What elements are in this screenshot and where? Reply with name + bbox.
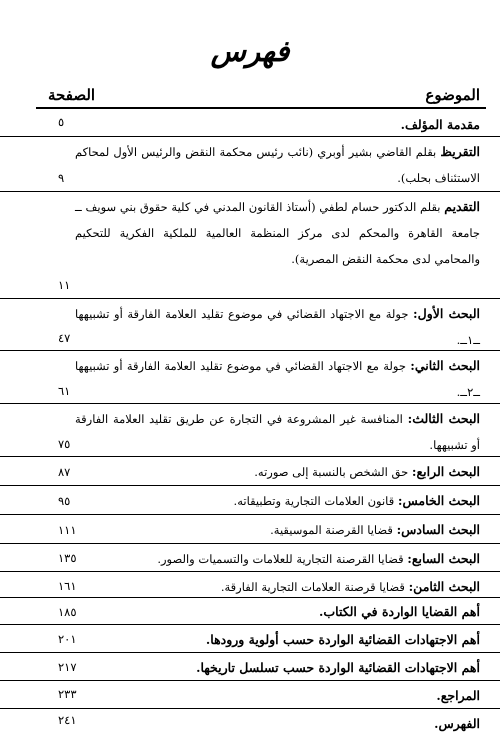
toc-entry bbox=[0, 351, 500, 404]
entry-heading: البحث الرابع: bbox=[411, 464, 480, 479]
entry-page-number: ١١ bbox=[58, 278, 71, 292]
entry-heading: أهم الاجتهادات القضائية الواردة حسب أولوية ورودها. bbox=[205, 632, 480, 647]
toc-entry bbox=[0, 515, 500, 544]
toc-entry bbox=[0, 404, 500, 457]
entry-page-number: ١٨٥ bbox=[58, 605, 77, 619]
entry-heading: مقدمة المؤلف. bbox=[400, 117, 480, 132]
entry-page-number: ٢٠١ bbox=[58, 632, 77, 646]
entry-text: قضايا القرصنة الموسيقية. bbox=[270, 523, 397, 537]
entry-page-number: ١١١ bbox=[58, 523, 77, 537]
toc-entry bbox=[0, 572, 500, 598]
entry-page-number: ٢٤١ bbox=[58, 713, 77, 727]
entry-page-number: ٤٧ bbox=[58, 331, 71, 345]
entry-heading: البحث السادس: bbox=[396, 522, 480, 537]
entry-text: حق الشخص بالنسبة إلى صورته. bbox=[254, 465, 412, 479]
entry-text: قضايا قرصنة العلامات التجارية الفارقة. bbox=[220, 580, 409, 594]
toc-entry bbox=[0, 625, 500, 653]
entry-text: بقلم الدكتور حسام لطفي (أستاذ القانون المدني في كلية حقوق بني سويف ــ جامعة القاهرة والمحكم لدى مركز المنظمة العالمية للملكية الفكرية للتحكيم والمحامي لدى محكمة النقض المصرية). bbox=[75, 200, 480, 266]
column-header-page: الصفحة bbox=[48, 86, 96, 104]
entry-heading: الفهرس. bbox=[434, 716, 480, 731]
toc-entry bbox=[0, 598, 500, 625]
entry-page-number: ١٣٥ bbox=[58, 551, 77, 565]
toc-entry bbox=[0, 112, 500, 137]
toc-entry bbox=[0, 457, 500, 486]
entry-heading: البحث الثالث: bbox=[407, 411, 480, 426]
entry-page-number: ٧٥ bbox=[58, 437, 71, 451]
column-header-topic: الموضوع bbox=[425, 86, 480, 104]
entry-heading: البحث السابع: bbox=[407, 551, 480, 566]
entry-page-number: ٩٥ bbox=[58, 494, 71, 508]
toc-entry bbox=[0, 137, 500, 192]
toc-entry bbox=[0, 681, 500, 709]
entry-page-number: ٢٣٣ bbox=[58, 687, 77, 701]
entry-heading: البحث الثامن: bbox=[408, 579, 480, 594]
toc-entry bbox=[0, 653, 500, 681]
entry-text: جولة مع الاجتهاد القضائي في موضوع تقليد العلامة الفارقة أو تشبيهها ــ٢ــ. bbox=[75, 359, 480, 399]
entry-heading: التقريظ bbox=[440, 144, 480, 159]
entry-heading: أهم الاجتهادات القضائية الواردة حسب تسلسل تاريخها. bbox=[196, 660, 480, 675]
page-title: فهرس bbox=[210, 34, 290, 68]
entry-text: قضايا القرصنة التجارية للعلامات والتسميات والصور. bbox=[157, 552, 408, 566]
entry-page-number: ٨٧ bbox=[58, 465, 71, 479]
toc-entry bbox=[0, 486, 500, 515]
entry-page-number: ٩ bbox=[58, 171, 65, 185]
entry-page-number: ٥ bbox=[58, 115, 65, 129]
entry-heading: المراجع. bbox=[436, 688, 480, 703]
entry-text: المنافسة غير المشروعة في التجارة عن طريق تقليد العلامة الفارقة أو تشبيهها. bbox=[75, 412, 480, 452]
toc-entry bbox=[0, 709, 500, 733]
header-rule bbox=[36, 107, 486, 109]
entry-heading: أهم القضايا الواردة في الكتاب. bbox=[319, 604, 480, 619]
toc-list bbox=[0, 112, 500, 733]
entry-heading: البحث الخامس: bbox=[397, 493, 480, 508]
entry-text: جولة مع الاجتهاد القضائي في موضوع تقليد العلامة الفارقة أو تشبيهها ــ١ــ. bbox=[75, 307, 480, 347]
entry-page-number: ٢١٧ bbox=[58, 660, 77, 674]
entry-page-number: ١٦١ bbox=[58, 579, 77, 593]
entry-heading: البحث الأول: bbox=[413, 306, 480, 321]
toc-entry bbox=[0, 299, 500, 351]
entry-text: بقلم القاضي بشير أوبري (نائب رئيس محكمة النقض والرئيس الأول لمحاكم الاستئناف بحلب). bbox=[75, 145, 480, 185]
entry-text: قانون العلامات التجارية وتطبيقاته. bbox=[233, 494, 398, 508]
toc-entry bbox=[0, 192, 500, 299]
toc-entry bbox=[0, 544, 500, 572]
entry-heading: البحث الثاني: bbox=[410, 358, 480, 373]
entry-heading: التقديم bbox=[444, 199, 480, 214]
entry-page-number: ٦١ bbox=[58, 384, 71, 398]
